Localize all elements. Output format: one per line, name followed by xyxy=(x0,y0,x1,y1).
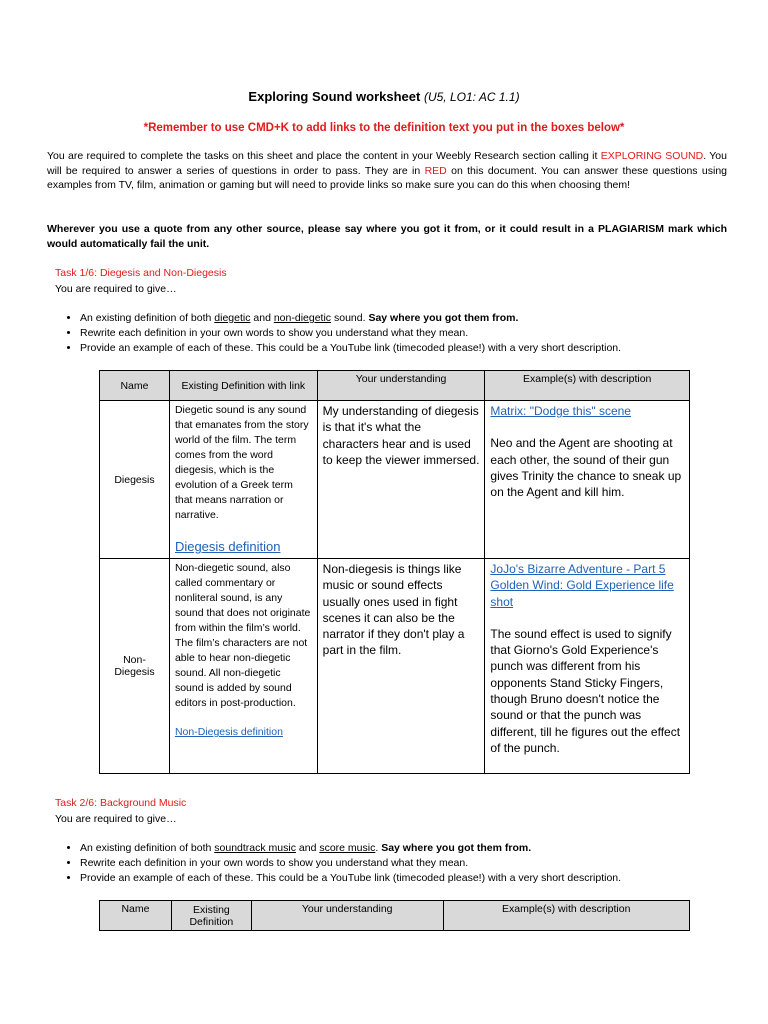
task2-table-header xyxy=(100,901,690,931)
task1-bullet-list xyxy=(62,311,740,356)
title-text: Exploring Sound worksheet xyxy=(248,89,421,104)
red-keyword: RED xyxy=(424,164,447,177)
task1-subheading: You are required to give… xyxy=(55,283,177,295)
diegesis-definition-link[interactable]: Diegesis definition xyxy=(174,539,281,554)
worksheet-title xyxy=(0,89,768,104)
task1-bullet-2: • Rewrite each definition in your own words to show you understand what they mean. xyxy=(80,326,740,341)
intro-paragraph: You are required to complete the tasks on this sheet and place the content in your Weebly Research section calling it EXPLORING SOUND. You will be required to answer a series of questions in order to pass. They are in RED on this document. You can answer these questions using examples from TV, film, animation or gaming but will need to provide links so make sure you can do this when choosing them! xyxy=(47,150,727,192)
task2-bullet-1: • An existing definition of both soundtrack music and score music. Say where you got them from. xyxy=(80,841,740,856)
task2-header-definition: Existing Definition xyxy=(171,901,251,931)
example-desc-non-diegesis: The sound effect is used to signify that Giorno's Gold Experience's punch was different from his opponents Stand Sticky Fingers, though Bruno doesn't notice the sound or that the punch was different, till he figures out the effect of the punch. xyxy=(490,626,681,755)
task2-header-name: Name xyxy=(100,901,172,931)
task2-bullet-2: • Rewrite each definition in your own words to show you understand what they mean. xyxy=(80,856,740,871)
definition-diegesis: Diegetic sound is any sound that emanates from the story world of the film. The term comes from the word diegesis, which is the evolution of a Greek term that means narration or narrative. xyxy=(174,404,309,521)
jojo-example-link[interactable]: JoJo's Bizarre Adventure - Part 5 Golden Wind: Gold Experience life shot xyxy=(490,562,674,609)
task1-table-header xyxy=(100,371,690,401)
task1-bullet-3: • Provide an example of each of these. This could be a YouTube link (timecoded please!) with a very short description. xyxy=(80,341,740,356)
understanding-non-diegesis: Non-diegesis is things like music or sound effects usually ones used in fight scenes it can also be the narrator if they don't play a part in the film. xyxy=(317,559,485,774)
task2-bullet-3: • Provide an example of each of these. This could be a YouTube link (timecoded please!) with a very short description. xyxy=(80,871,740,886)
task1-table xyxy=(99,370,690,774)
task1-heading: Task 1/6: Diegesis and Non-Diegesis xyxy=(55,267,227,279)
task2-table xyxy=(99,900,690,931)
matrix-example-link[interactable]: Matrix: "Dodge this" scene xyxy=(490,404,631,418)
row-name-diegesis: Diegesis xyxy=(100,401,170,559)
header-definition: Existing Definition with link xyxy=(169,371,317,401)
example-desc-diegesis: Neo and the Agent are shooting at each other, the sound of their gun gives Trinity the chance to sneak up on the Agent and kill him. xyxy=(490,436,682,500)
task2-bullet-list xyxy=(62,841,740,886)
task2-header-example: Example(s) with description xyxy=(443,901,690,931)
row-name-non-diegesis: Non-Diegesis xyxy=(100,559,170,774)
task2-header-understanding: Your understanding xyxy=(251,901,443,931)
task1-bullet-1: • An existing definition of both diegetic and non-diegetic sound. Say where you got them from. xyxy=(80,311,740,326)
non-diegesis-definition-link[interactable]: Non-Diegesis definition xyxy=(174,726,283,738)
table-row-diegesis xyxy=(100,401,690,559)
header-understanding: Your understanding xyxy=(317,371,485,401)
understanding-diegesis: My understanding of diegesis is that it's what the characters hear and is used to keep the viewer immersed. xyxy=(317,401,485,559)
exploring-sound-keyword: EXPLORING SOUND xyxy=(600,150,704,162)
definition-non-diegesis: Non-diegetic sound, also called commentary or nonliteral sound, is any sound that does not originate from within the film’s world. The film’s characters are not able to hear non-diegetic sound. All non-diegetic sound is added by sound editors in post-production. xyxy=(174,562,311,709)
task2-heading: Task 2/6: Background Music xyxy=(55,797,187,809)
title-reference: (U5, LO1: AC 1.1) xyxy=(423,90,520,104)
header-example: Example(s) with description xyxy=(485,371,690,401)
header-name: Name xyxy=(100,371,170,401)
task2-subheading: You are required to give… xyxy=(55,813,177,825)
table-row-non-diegesis xyxy=(100,559,690,774)
plagiarism-warning: Wherever you use a quote from any other source, please say where you got it from, or it could result in a PLAGIARISM mark which would automatically fail the unit. xyxy=(47,223,727,250)
reminder-text: *Remember to use CMD+K to add links to the definition text you put in the boxes below* xyxy=(143,122,625,134)
